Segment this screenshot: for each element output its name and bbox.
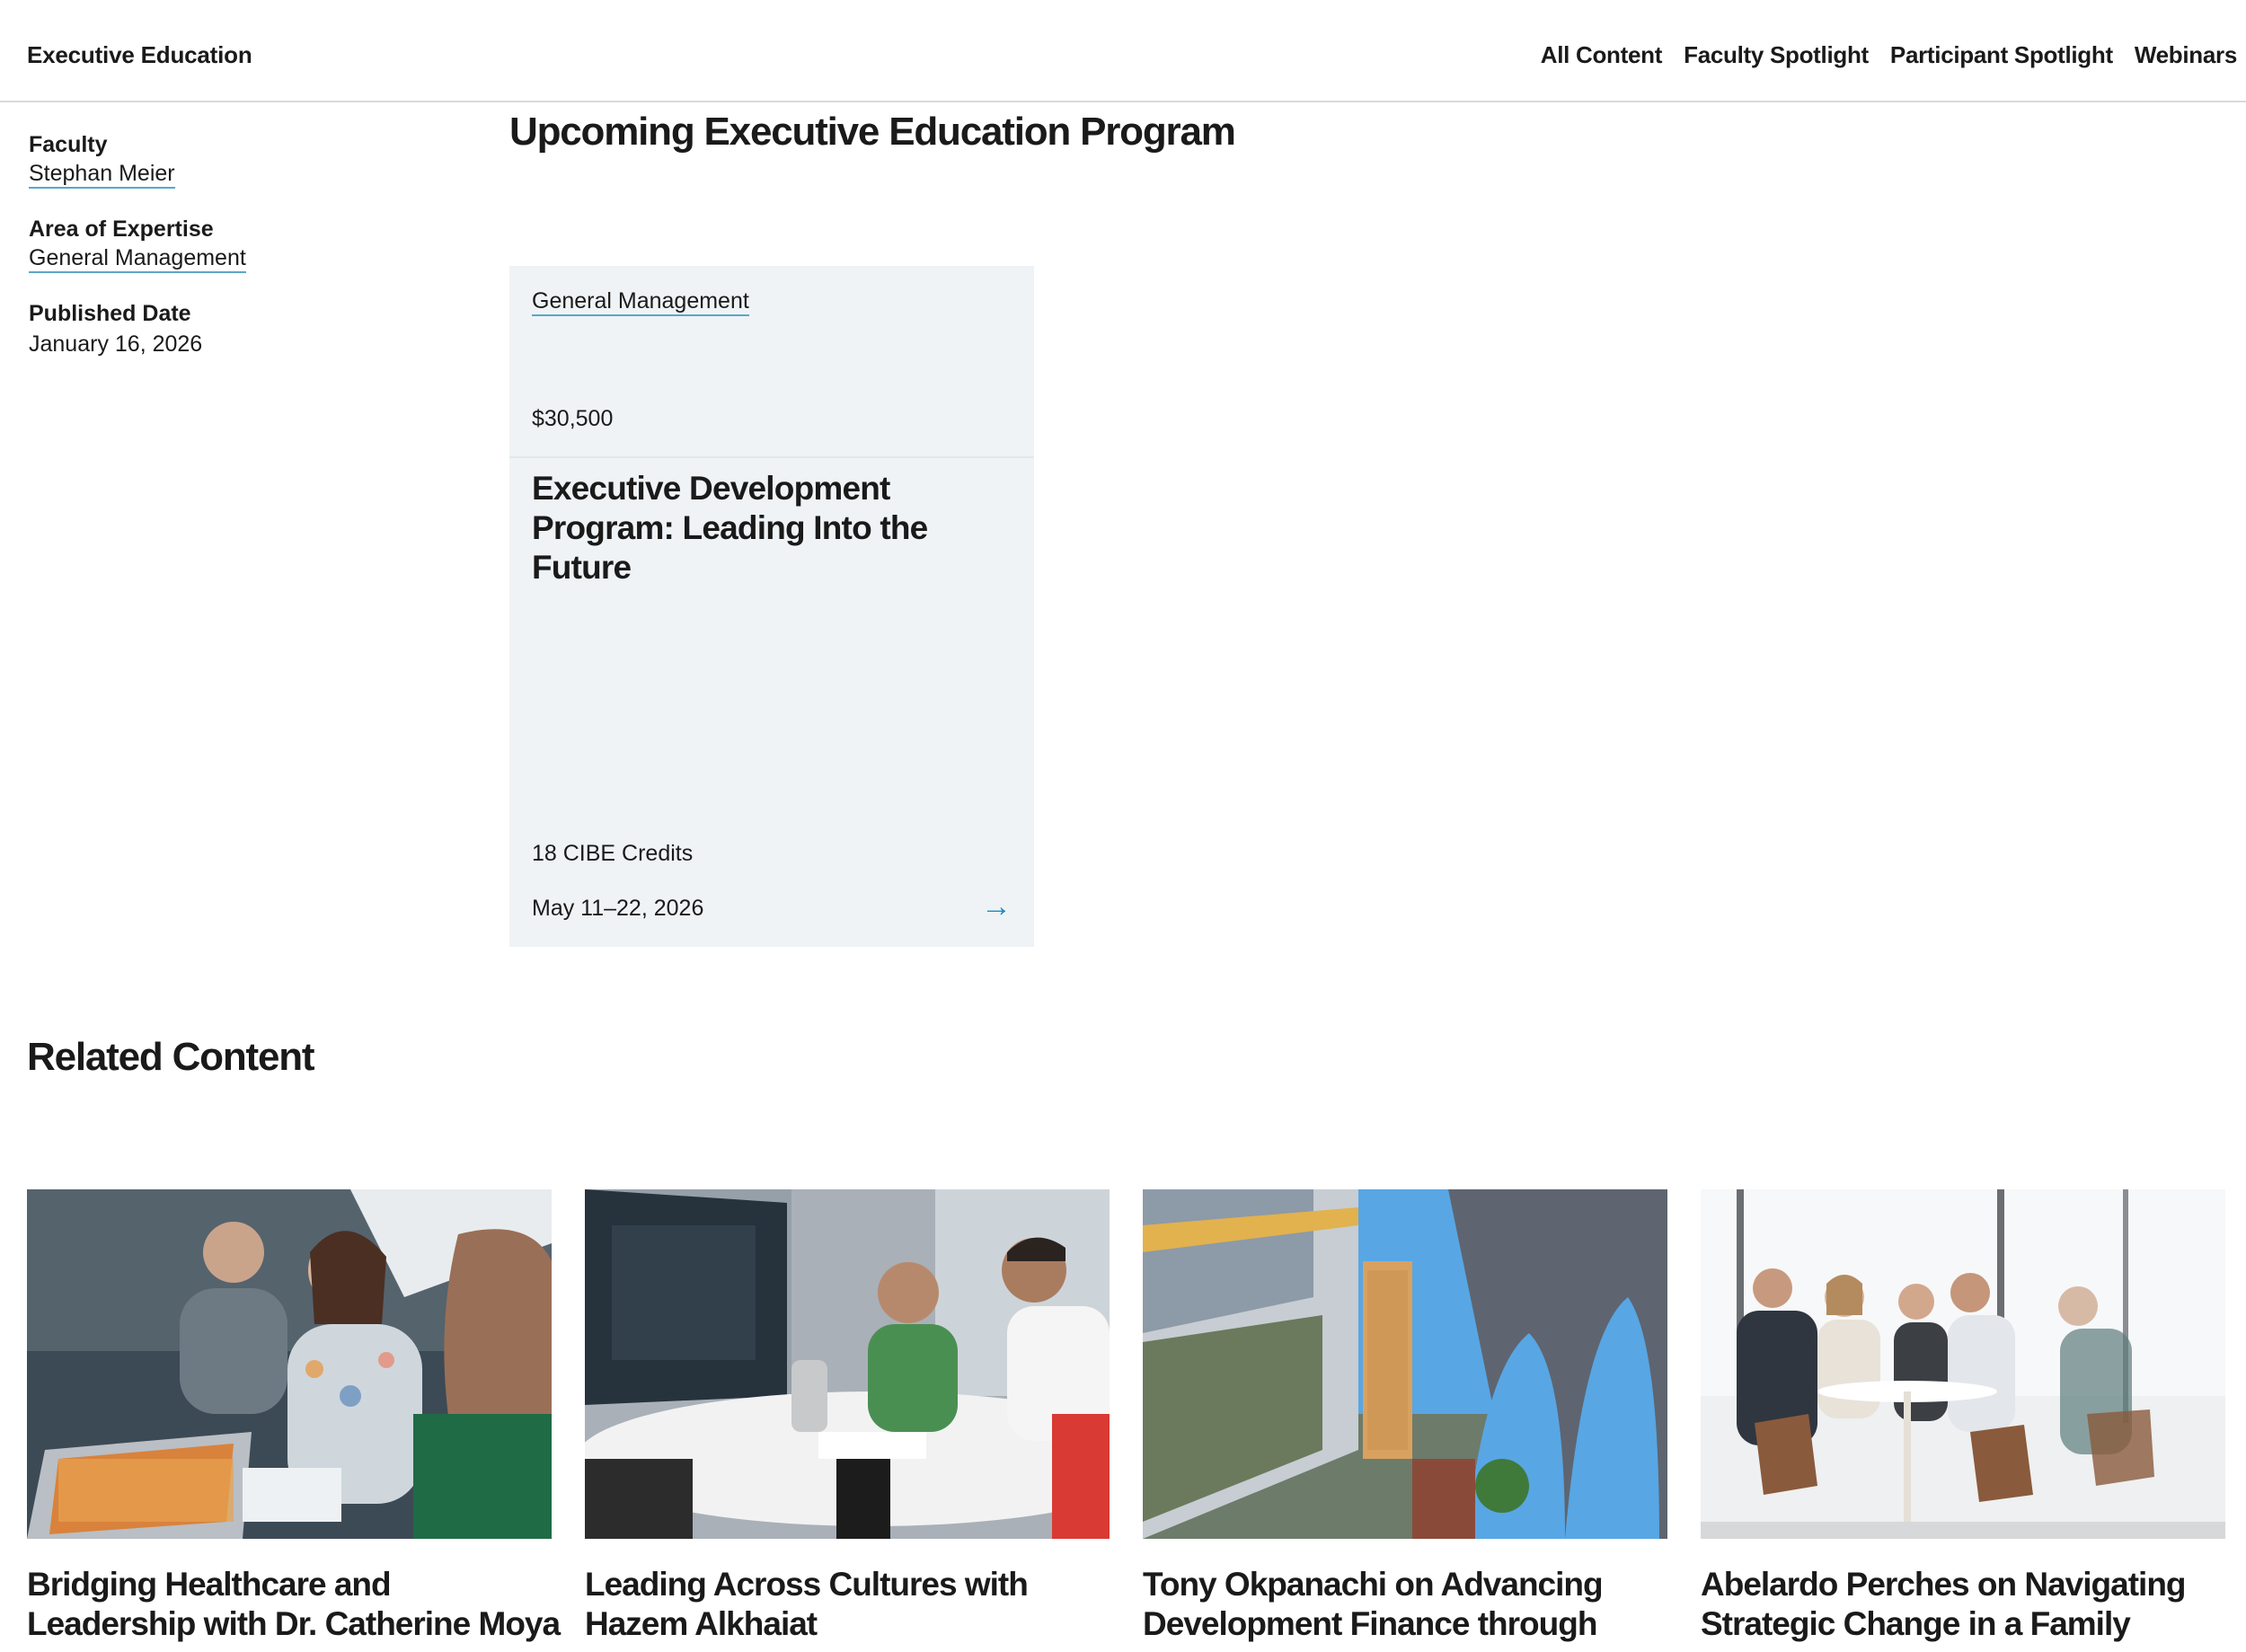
- related-card[interactable]: [27, 1189, 561, 1642]
- arrow-right-icon[interactable]: →: [981, 889, 1012, 923]
- related-image-building-viaduct[interactable]: [1143, 1189, 1667, 1539]
- related-image-cafe-meeting[interactable]: [1701, 1189, 2225, 1539]
- faculty-meta: [29, 129, 442, 189]
- nav-all-content[interactable]: All Content: [1540, 41, 1663, 68]
- article-meta-sidebar: [29, 129, 442, 384]
- expertise-label: Area of Expertise: [29, 216, 214, 242]
- related-card[interactable]: [1143, 1189, 1667, 1642]
- expertise-link[interactable]: General Management: [29, 244, 246, 273]
- related-title[interactable]: Bridging Healthcare and Leadership with Dr. Catherine Moya: [27, 1566, 561, 1642]
- related-card[interactable]: [1701, 1189, 2225, 1642]
- related-title[interactable]: Leading Across Cultures with Hazem Alkhaiat: [585, 1566, 1028, 1642]
- related-content-heading: Related Content: [27, 1035, 314, 1079]
- related-image-cross-cultural-meeting[interactable]: [585, 1189, 1110, 1539]
- program-card[interactable]: [509, 266, 1034, 947]
- program-price: $30,500: [532, 406, 614, 431]
- expertise-meta: [29, 214, 442, 273]
- published-label: Published Date: [29, 301, 191, 326]
- published-date: January 16, 2026: [29, 331, 203, 357]
- faculty-link[interactable]: Stephan Meier: [29, 160, 175, 189]
- primary-nav: [1541, 41, 2237, 69]
- brand-title[interactable]: Executive Education: [27, 41, 252, 68]
- related-card[interactable]: [585, 1189, 1110, 1642]
- program-dates: May 11–22, 2026: [532, 896, 704, 921]
- program-category-link[interactable]: General Management: [532, 287, 749, 316]
- related-title[interactable]: Tony Okpanachi on Advancing Development Finance through: [1143, 1566, 1603, 1642]
- upcoming-program-heading: Upcoming Executive Education Program: [509, 110, 1235, 154]
- related-image-healthcare-leadership[interactable]: [27, 1189, 552, 1539]
- published-meta: [29, 298, 442, 359]
- faculty-label: Faculty: [29, 132, 108, 157]
- program-title[interactable]: Executive Development Program: Leading Into the Future: [532, 470, 928, 586]
- nav-faculty-spotlight[interactable]: Faculty Spotlight: [1684, 41, 1869, 68]
- nav-participant-spotlight[interactable]: Participant Spotlight: [1889, 41, 2113, 68]
- nav-webinars[interactable]: Webinars: [2134, 41, 2237, 68]
- related-title[interactable]: Abelardo Perches on Navigating Strategic Change in a Family: [1701, 1566, 2186, 1642]
- card-divider: [509, 456, 1034, 458]
- top-navigation: [0, 0, 2246, 102]
- program-credits: 18 CIBE Credits: [532, 841, 694, 866]
